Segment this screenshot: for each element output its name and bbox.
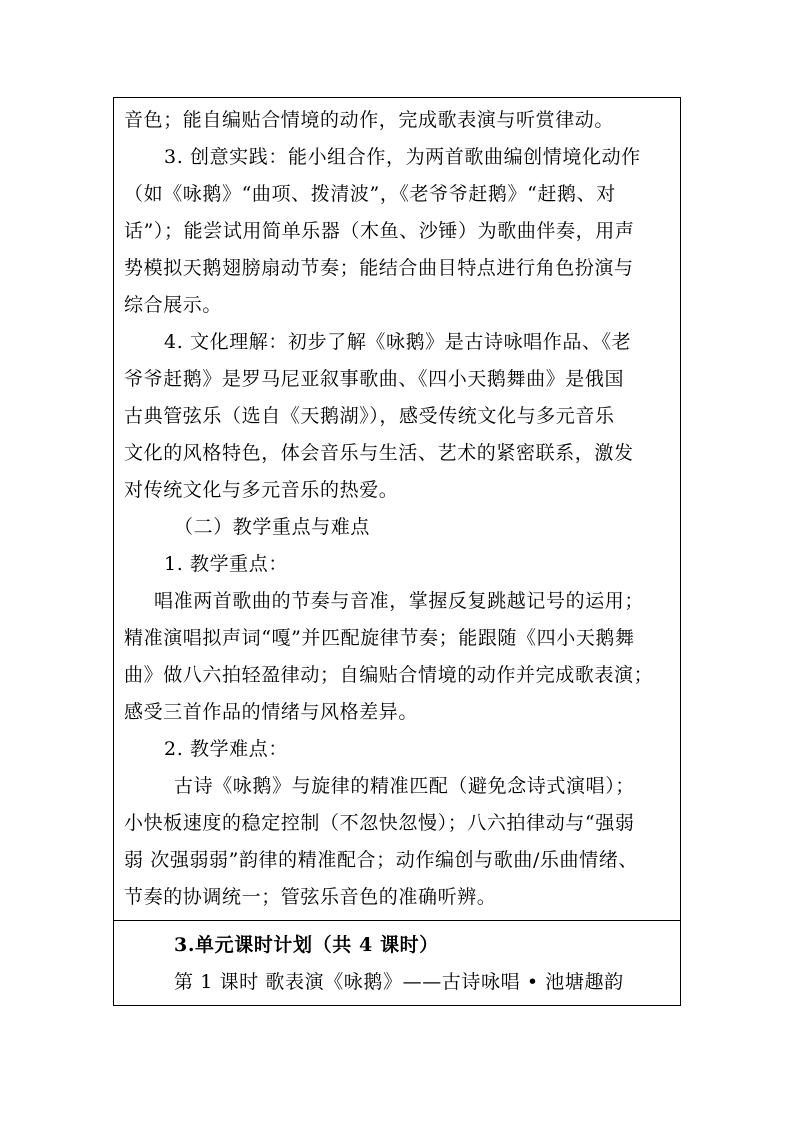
- lesson-plan-cell: [114, 921, 680, 1005]
- objectives-cell: [114, 98, 680, 921]
- content-table: [113, 97, 681, 1006]
- text-line: 节奏的协调统一；管弦乐音色的准确听辨。: [124, 886, 497, 908]
- text-line: 古典管弦乐（选自《天鹅湖》），感受传统文化与多元音乐: [124, 405, 615, 427]
- text-line: 精准演唱拟声词“嘎”并匹配旋律节奏；能跟随《四小天鹅舞: [124, 627, 635, 649]
- text-line: （如《咏鹅》“曲项、拨清波”，《老爷爷赶鹅》“赶鹅、对: [124, 183, 616, 205]
- text-line: 综合展示。: [124, 294, 223, 316]
- text-line: 4. 文化理解：初步了解《咏鹅》是古诗咏唱作品、《老: [164, 331, 632, 353]
- text-line: 音色；能自编贴合情境的动作，完成歌表演与听赏律动。: [124, 109, 615, 131]
- text-line: 小快板速度的稳定控制（不忽快忽慢）；八六拍律动与“强弱: [124, 812, 635, 834]
- text-line: 感受三首作品的情绪与风格差异。: [124, 701, 419, 723]
- text-line: 唱准两首歌曲的节奏与音准，掌握反复跳越记号的运用；: [154, 590, 645, 612]
- text-line: 爷爷赶鹅》是罗马尼亚叙事歌曲、《四小天鹅舞曲》是俄国: [124, 368, 625, 390]
- subheading-difficulties: 2. 教学难点：: [164, 738, 288, 760]
- text-line: 曲》做八六拍轻盈律动；自编贴合情境的动作并完成歌表演；: [124, 664, 654, 686]
- subsection-heading: （二）教学重点与难点: [174, 516, 371, 538]
- lesson-title: 第 1 课时 歌表演《咏鹅》——古诗咏唱 • 池塘趣韵: [174, 971, 624, 993]
- text-line: 话”）；能尝试用简单乐器（木鱼、沙锤）为歌曲伴奏，用声: [124, 220, 635, 242]
- text-line: 弱 次强弱弱”韵律的精准配合；动作编创与歌曲/乐曲情绪、: [124, 849, 638, 871]
- text-line: 势模拟天鹅翅膀扇动节奏；能结合曲目特点进行角色扮演与: [124, 257, 634, 279]
- text-line: 文化的风格特色，体会音乐与生活、艺术的紧密联系，激发: [124, 442, 634, 464]
- text-line: 3. 创意实践：能小组合作，为两首歌曲编创情境化动作: [164, 146, 641, 168]
- text-line: 古诗《咏鹅》与旋律的精准匹配（避免念诗式演唱）；: [174, 775, 635, 797]
- plan-heading: 3.单元课时计划（共 4 课时）: [174, 934, 439, 956]
- subheading-key-points: 1. 教学重点：: [164, 553, 288, 575]
- text-line: 对传统文化与多元音乐的热爱。: [124, 479, 399, 501]
